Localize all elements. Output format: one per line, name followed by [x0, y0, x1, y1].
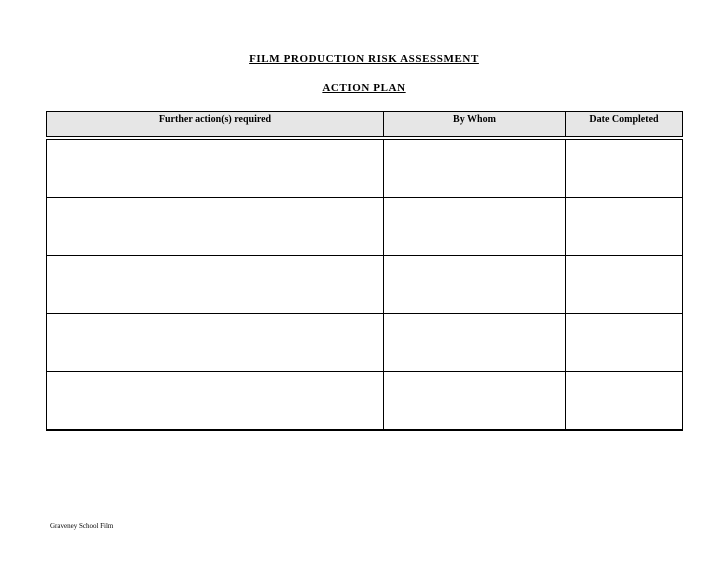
document-title: FILM PRODUCTION RISK ASSESSMENT [249, 53, 479, 65]
cell-further-actions[interactable] [47, 256, 384, 314]
table-row [47, 140, 683, 198]
document-subtitle: ACTION PLAN [322, 82, 406, 94]
footer-text: Graveney School Film [50, 522, 114, 530]
cell-date-completed[interactable] [566, 314, 683, 372]
cell-further-actions[interactable] [47, 140, 384, 198]
cell-date-completed[interactable] [566, 198, 683, 256]
action-plan-table [46, 111, 683, 431]
cell-date-completed[interactable] [566, 256, 683, 314]
table-row [47, 314, 683, 372]
cell-date-completed[interactable] [566, 372, 683, 431]
header-date-completed: Date Completed [566, 112, 683, 137]
header-further-actions: Further action(s) required [47, 112, 384, 137]
cell-further-actions[interactable] [47, 198, 384, 256]
table-row [47, 256, 683, 314]
table-row [47, 198, 683, 256]
cell-further-actions[interactable] [47, 372, 384, 431]
header-by-whom: By Whom [384, 112, 566, 137]
table-row [47, 372, 683, 431]
cell-by-whom[interactable] [384, 256, 566, 314]
cell-further-actions[interactable] [47, 314, 384, 372]
cell-date-completed[interactable] [566, 140, 683, 198]
table-header-row [47, 112, 683, 137]
cell-by-whom[interactable] [384, 198, 566, 256]
cell-by-whom[interactable] [384, 140, 566, 198]
cell-by-whom[interactable] [384, 372, 566, 431]
cell-by-whom[interactable] [384, 314, 566, 372]
